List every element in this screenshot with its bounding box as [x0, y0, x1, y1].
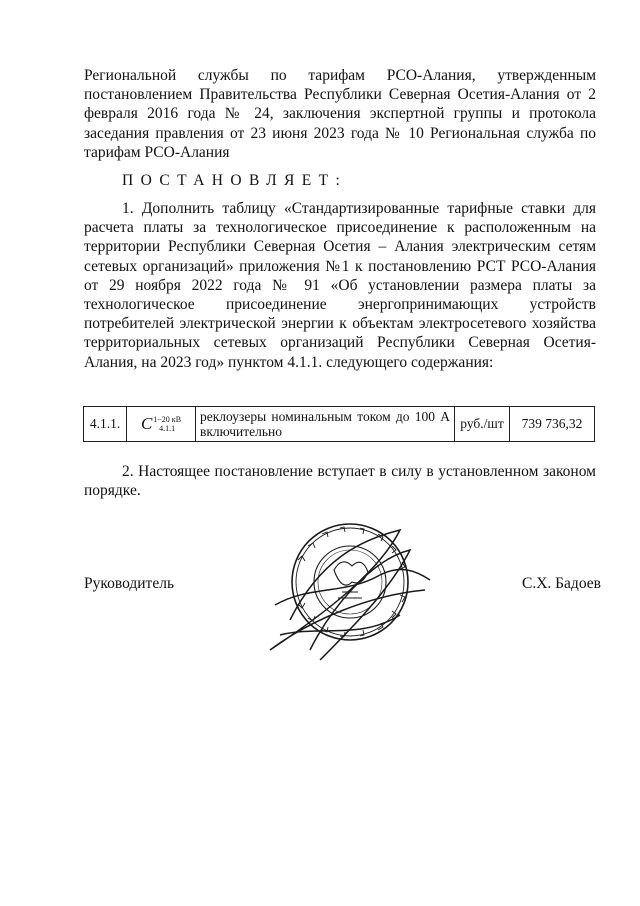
item-1-paragraph: 1. Дополнить таблицу «Стандартизированные тарифные ставки для расчета платы за технологическое присоединение к расположенным на территории Республики Северная Осетия – Алания электрическим сетям сетевых организаций» приложения №1 к постановлению РСТ РСО-Алания от 29 ноября 2022 года № 91 «Об установлении размера платы за технологическое присоединение энергопринимающих устройств потребителей электрической энергии к объектам электросетевого хозяйства территориальных сетевых организаций Республики Северная Осетия-Алания, на 2023 год» пунктом 4.1.1. следующего содержания: — [84, 200, 596, 371]
rate-code-superscript: 1−20 кВ — [153, 415, 182, 424]
row-number: 4.1.1. — [84, 407, 127, 442]
row-description: реклоузеры номинальным током до 100 А включительно — [196, 407, 455, 442]
rate-code-letter: C — [140, 414, 153, 433]
signatory-name: С.Х. Бадоев — [522, 575, 601, 592]
rate-code — [127, 407, 196, 442]
signatory-role: Руководитель — [84, 575, 175, 592]
row-value: 739 736,32 — [510, 407, 595, 442]
row-unit: руб./шт — [455, 407, 510, 442]
rate-code-subscript: 4.1.1 — [159, 424, 176, 433]
resolution-heading: ПОСТАНОВЛЯЕТ: — [122, 172, 348, 189]
preamble-paragraph: Региональной службы по тарифам РСО-Алания, утвержденным постановлением Правительства Республики Северная Осетия-Алания от 2 февраля 2016 года № 24, заключения экспертной группы и протокола заседания правления от 23 июня 2023 года № 10 Региональная служба по тарифам РСО-Алания — [84, 67, 596, 161]
tariff-table — [83, 406, 595, 442]
item-2-paragraph: 2. Настоящее постановление вступает в силу в установленном законом порядке. — [84, 463, 596, 500]
table-row — [84, 407, 595, 442]
official-seal-and-signature — [250, 500, 450, 670]
